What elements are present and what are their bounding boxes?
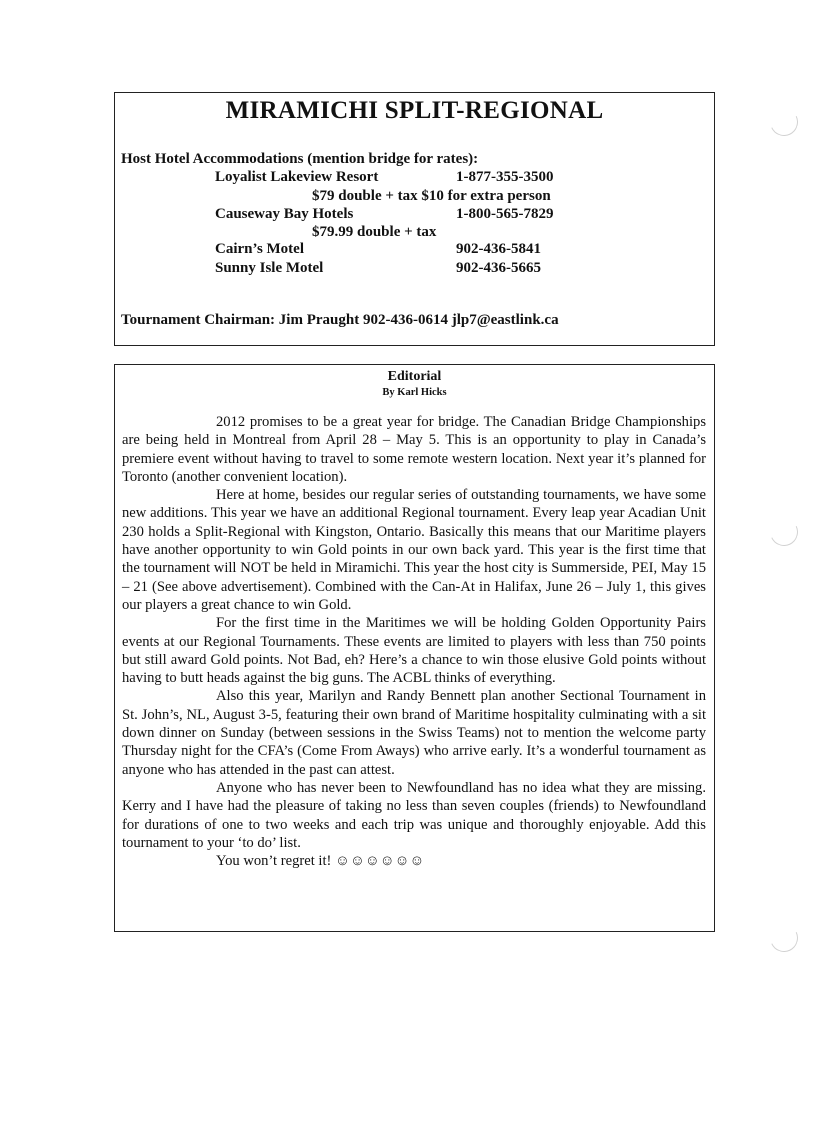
hotel-name: Sunny Isle Motel (215, 260, 324, 276)
editorial-byline: By Karl Hicks (382, 387, 447, 398)
punch-hole (766, 104, 802, 140)
hotel-phone: 1-877-355-3500 (456, 169, 554, 185)
page-title: MIRAMICHI SPLIT-REGIONAL (225, 97, 604, 124)
editorial-body (122, 413, 706, 870)
editorial-paragraph: 2012 promises to be a great year for bridge. The Canadian Bridge Championships are being held in Montreal from April 28 – May 5. This is an opportunity to play in Canada’s premiere event without having to travel to some remote western location. Next year it’s planned for Toronto (another convenient location). (122, 414, 706, 485)
hotel-phone: 1-800-565-7829 (456, 206, 554, 222)
tournament-chairman: Tournament Chairman: Jim Praught 902-436-0614 jlp7@eastlink.ca (121, 312, 559, 328)
hotel-name: Causeway Bay Hotels (215, 206, 354, 222)
editorial-box (114, 364, 715, 932)
hotel-phone: 902-436-5665 (456, 260, 541, 276)
tournament-info-box (114, 92, 715, 346)
editorial-paragraph: Anyone who has never been to Newfoundland has no idea what they are missing. Kerry and I have had the pleasure of taking no less than seven couples (friends) to Newfoundland for durations of one to two weeks and each trip was unique and thoroughly enjoyable. Add this tournament to your ‘to do’ list. (122, 779, 706, 851)
editorial-paragraph: Also this year, Marilyn and Randy Bennett plan another Sectional Tournament in St. John’s, NL, August 3-5, featuring their own brand of Maritime hospitality culminating with a sit down dinner on Sunday (between sessions in the Swiss Teams) not to mention the welcome party Thursday night for the CFA’s (Come From Aways) who arrive early. It’s a wonderful tournament as anyone who has attended in the past can attest. (122, 688, 706, 778)
hotel-rate: $79 double + tax $10 for extra person (312, 188, 551, 204)
editorial-title: Editorial (387, 369, 442, 384)
punch-hole (766, 920, 802, 956)
editorial-signoff: You won’t regret it! ☺☺☺☺☺☺ (216, 853, 425, 870)
hotel-name: Loyalist Lakeview Resort (215, 169, 379, 185)
editorial-paragraph: Here at home, besides our regular series of outstanding tournaments, we have some new additions. This year we have an additional Regional tournament. Every leap year Acadian Unit 230 holds a Split-Regional with Kingston, Ontario. Basically this means that our Maritime players have another opportunity to win Gold points in our own back yard. This year is the first time that the tournament will NOT be held in Miramichi. This year the host city is Summerside, PEI, May 15 – 21 (See above advertisement). Combined with the Can-At in Halifax, June 26 – July 1, this gives our players a great chance to win Gold. (122, 487, 706, 613)
hotel-phone: 902-436-5841 (456, 241, 541, 257)
hotel-rate: $79.99 double + tax (312, 224, 437, 240)
punch-hole (766, 514, 802, 550)
accommodations-heading: Host Hotel Accommodations (mention bridge for rates): (121, 151, 479, 167)
hotel-name: Cairn’s Motel (215, 241, 305, 257)
editorial-paragraph: For the first time in the Maritimes we will be holding Golden Opportunity Pairs events at our Regional Tournaments. These events are limited to players with less than 750 points but still award Gold points. Not Bad, eh? Here’s a chance to win those elusive Gold points without having to butt heads against the big guns. The ACBL thinks of everything. (122, 615, 706, 687)
